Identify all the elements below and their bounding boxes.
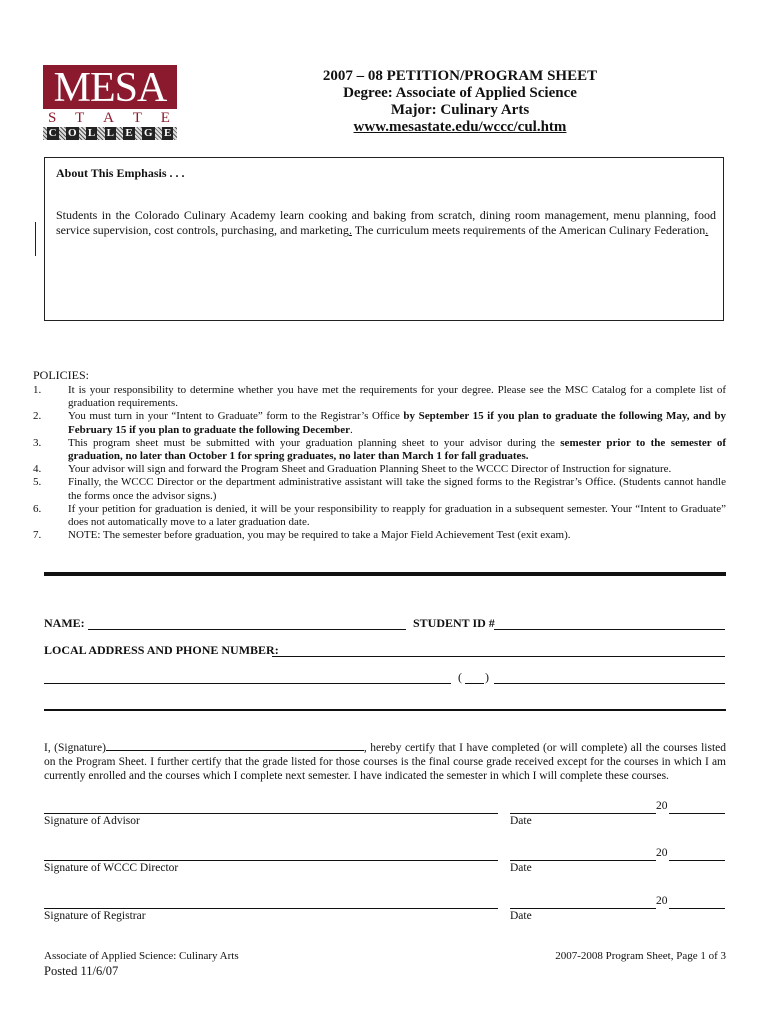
document-header bbox=[260, 68, 660, 136]
director-signature-line[interactable] bbox=[44, 860, 498, 861]
phone-close-paren: ) bbox=[485, 670, 489, 684]
logo-college-text: C O L L E G E bbox=[43, 127, 177, 140]
phone-number-field[interactable] bbox=[494, 683, 725, 684]
phone-open-paren: ( bbox=[458, 670, 462, 684]
name-label: NAME: bbox=[44, 616, 85, 630]
area-code-field[interactable] bbox=[465, 683, 484, 684]
registrar-signature-line[interactable] bbox=[44, 908, 498, 909]
header-title: 2007 – 08 PETITION/PROGRAM SHEET bbox=[322, 68, 598, 84]
address-field-line2[interactable] bbox=[44, 683, 451, 684]
director-date-label: Date bbox=[510, 862, 532, 874]
certification-statement: I, (Signature) , hereby certify that I have completed (or will complete) all the courses listed on the Program Sheet. I further certify that the grade listed for those courses is the final course grade received except for the courses in which I am currently enrolled and the courses which I complete next semester. I have indicated the semester in which I will complete these courses. bbox=[44, 742, 726, 782]
student-id-field[interactable] bbox=[494, 629, 725, 630]
about-title: About This Emphasis . . . bbox=[56, 166, 185, 180]
advisor-signature-label: Signature of Advisor bbox=[44, 815, 140, 827]
policies-title: POLICIES: bbox=[33, 368, 90, 382]
section-divider-thin bbox=[44, 709, 726, 711]
advisor-date-label: Date bbox=[510, 815, 532, 827]
certification-signature-field[interactable] bbox=[106, 740, 364, 751]
policy-item: 5. Finally, the WCCC Director or the department administrative assistant will take the signed forms to the Registrar’s Office. (Students cannot handle the forms once the advisor signs.) bbox=[33, 476, 726, 502]
policy-item: 2. You must turn in your “Intent to Graduate” form to the Registrar’s Office by September 15 if you plan to graduate the following May, and by February 15 if you plan to graduate the following December. bbox=[33, 410, 726, 436]
registrar-date-line[interactable] bbox=[510, 908, 656, 909]
about-emphasis-box bbox=[44, 157, 724, 321]
student-id-label: STUDENT ID # bbox=[413, 616, 495, 630]
address-label: LOCAL ADDRESS AND PHONE NUMBER: bbox=[44, 643, 279, 657]
section-divider-thick bbox=[44, 572, 726, 576]
mesa-state-college-logo bbox=[43, 65, 177, 140]
revision-margin-mark bbox=[35, 222, 36, 256]
logo-mesa-text: MESA bbox=[43, 65, 177, 109]
policies-list bbox=[33, 384, 726, 542]
advisor-date-line[interactable] bbox=[510, 813, 656, 814]
advisor-year-prefix: 20 bbox=[656, 800, 668, 812]
footer-page-number: 2007-2008 Program Sheet, Page 1 of 3 bbox=[555, 950, 726, 962]
registrar-signature-label: Signature of Registrar bbox=[44, 910, 146, 922]
footer-program-name: Associate of Applied Science: Culinary Arts bbox=[44, 950, 239, 962]
name-field[interactable] bbox=[88, 629, 406, 630]
logo-state-text: S T A T E bbox=[48, 110, 172, 126]
about-body: Students in the Colorado Culinary Academy learn cooking and baking from scratch, dining room management, menu planning, food service supervision, cost controls, purchasing, and marketing. The curriculum meets requirements of the American Culinary Federation. bbox=[56, 208, 716, 237]
policy-item: 4. Your advisor will sign and forward the Program Sheet and Graduation Planning Sheet to the WCCC Director of Instruction for signature. bbox=[33, 463, 672, 476]
advisor-signature-line[interactable] bbox=[44, 813, 498, 814]
director-signature-label: Signature of WCCC Director bbox=[44, 862, 179, 874]
footer-posted-date: Posted 11/6/07 bbox=[44, 964, 119, 978]
header-degree: Degree: Associate of Applied Science bbox=[343, 85, 577, 101]
policy-item: 7. NOTE: The semester before graduation, you may be required to take a Major Field Achievement Test (exit exam). bbox=[33, 529, 571, 542]
director-date-line[interactable] bbox=[510, 860, 656, 861]
director-year-line[interactable] bbox=[669, 860, 725, 861]
address-field[interactable] bbox=[272, 656, 725, 657]
policy-item: 3. This program sheet must be submitted with your graduation planning sheet to your advisor during the semester prior to the semester of graduation, no later than October 1 for spring graduates, no later than March 1 for fall graduates. bbox=[33, 436, 727, 463]
policy-item: 6. If your petition for graduation is denied, it will be your responsibility to reapply for graduation in a subsequent semester. Your “Intent to Graduate” does not automatically move to a later graduation date. bbox=[33, 502, 726, 529]
policy-item: 1. It is your responsibility to determine whether you have met the requirements for your degree. Please see the MSC Catalog for a complete list of graduation requirements. bbox=[33, 384, 726, 410]
director-year-prefix: 20 bbox=[656, 847, 668, 859]
program-url-link[interactable]: www.mesastate.edu/wccc/cul.htm bbox=[353, 119, 567, 135]
registrar-date-label: Date bbox=[510, 910, 532, 922]
registrar-year-prefix: 20 bbox=[656, 895, 668, 907]
header-major: Major: Culinary Arts bbox=[390, 102, 530, 118]
registrar-year-line[interactable] bbox=[669, 908, 725, 909]
advisor-year-line[interactable] bbox=[669, 813, 725, 814]
